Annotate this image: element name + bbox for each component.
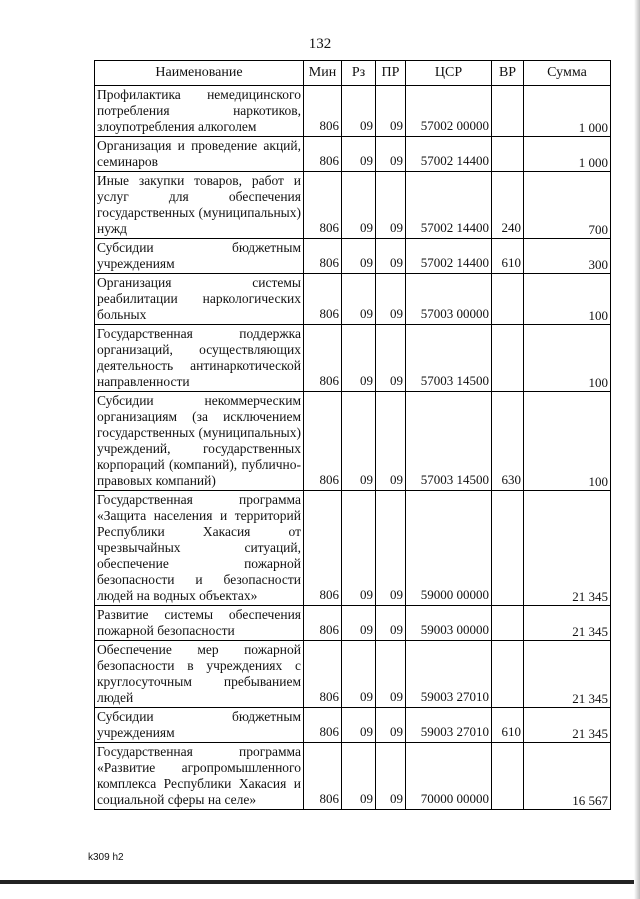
cell-rz: 09	[342, 491, 376, 606]
cell-rz: 09	[342, 137, 376, 172]
cell-min: 806	[304, 172, 342, 239]
table-row	[95, 606, 611, 641]
cell-rz: 09	[342, 743, 376, 810]
cell-pr: 09	[376, 325, 406, 392]
table-row	[95, 392, 611, 491]
cell-rz: 09	[342, 325, 376, 392]
cell-min: 806	[304, 86, 342, 137]
cell-rz: 09	[342, 172, 376, 239]
cell-sum: 21 345	[524, 641, 611, 708]
cell-pr: 09	[376, 392, 406, 491]
cell-csr: 57003 00000	[406, 274, 492, 325]
cell-vr: 610	[492, 708, 524, 743]
cell-sum: 100	[524, 325, 611, 392]
cell-csr: 59003 27010	[406, 708, 492, 743]
cell-vr	[492, 137, 524, 172]
cell-name: Обеспечение мер пожарной безопасности в учреждениях с круглосуточным пребыванием людей	[95, 641, 304, 708]
cell-csr: 59000 00000	[406, 491, 492, 606]
cell-vr	[492, 274, 524, 325]
table-row	[95, 86, 611, 137]
table-body	[95, 86, 611, 810]
cell-pr: 09	[376, 743, 406, 810]
cell-name: Субсидии некоммерческим организациям (за исключением государственных (муниципальных) учреждений, государственных корпораций (компаний), публично-правовых компаний)	[95, 392, 304, 491]
cell-pr: 09	[376, 274, 406, 325]
cell-csr: 57002 00000	[406, 86, 492, 137]
cell-name: Государственная поддержка организаций, осуществляющих деятельность антинаркотической направленности	[95, 325, 304, 392]
cell-csr: 70000 00000	[406, 743, 492, 810]
cell-csr: 57002 14400	[406, 137, 492, 172]
cell-min: 806	[304, 392, 342, 491]
cell-sum: 100	[524, 274, 611, 325]
cell-vr	[492, 491, 524, 606]
cell-sum: 1 000	[524, 86, 611, 137]
cell-rz: 09	[342, 392, 376, 491]
cell-name: Развитие системы обеспечения пожарной безопасности	[95, 606, 304, 641]
cell-sum: 300	[524, 239, 611, 274]
cell-min: 806	[304, 641, 342, 708]
table-row	[95, 708, 611, 743]
table-row	[95, 239, 611, 274]
table-row	[95, 491, 611, 606]
cell-min: 806	[304, 137, 342, 172]
cell-name: Субсидии бюджетным учреждениям	[95, 239, 304, 274]
cell-sum: 1 000	[524, 137, 611, 172]
cell-vr	[492, 325, 524, 392]
header-row	[95, 61, 611, 86]
cell-rz: 09	[342, 239, 376, 274]
cell-name: Организация системы реабилитации наркологических больных	[95, 274, 304, 325]
header-rz: Рз	[342, 61, 376, 86]
header-pr: ПР	[376, 61, 406, 86]
cell-name: Государственная программа «Защита населения и территорий Республики Хакасия от чрезвычайных ситуаций, обеспечение пожарной безопасности и безопасности людей на водных объектах»	[95, 491, 304, 606]
cell-sum: 21 345	[524, 708, 611, 743]
cell-csr: 57002 14400	[406, 172, 492, 239]
cell-vr: 240	[492, 172, 524, 239]
header-sum: Сумма	[524, 61, 611, 86]
cell-pr: 09	[376, 606, 406, 641]
cell-rz: 09	[342, 606, 376, 641]
cell-min: 806	[304, 491, 342, 606]
table-row	[95, 274, 611, 325]
cell-min: 806	[304, 274, 342, 325]
header-vr: ВР	[492, 61, 524, 86]
bottom-rule	[0, 880, 640, 884]
cell-sum: 100	[524, 392, 611, 491]
cell-vr	[492, 641, 524, 708]
cell-pr: 09	[376, 708, 406, 743]
table-row	[95, 137, 611, 172]
cell-sum: 700	[524, 172, 611, 239]
cell-min: 806	[304, 743, 342, 810]
cell-csr: 59003 00000	[406, 606, 492, 641]
cell-csr: 57002 14400	[406, 239, 492, 274]
cell-vr: 610	[492, 239, 524, 274]
cell-vr	[492, 86, 524, 137]
cell-vr: 630	[492, 392, 524, 491]
cell-vr	[492, 606, 524, 641]
cell-pr: 09	[376, 86, 406, 137]
cell-pr: 09	[376, 172, 406, 239]
cell-name: Государственная программа «Развитие агропромышленного комплекса Республики Хакасия и социальной сферы на селе»	[95, 743, 304, 810]
cell-sum: 16 567	[524, 743, 611, 810]
cell-rz: 09	[342, 708, 376, 743]
page-number: 132	[308, 36, 332, 52]
budget-table	[94, 60, 611, 810]
cell-sum: 21 345	[524, 491, 611, 606]
cell-csr: 57003 14500	[406, 325, 492, 392]
table-row	[95, 172, 611, 239]
cell-sum: 21 345	[524, 606, 611, 641]
cell-rz: 09	[342, 641, 376, 708]
cell-rz: 09	[342, 274, 376, 325]
header-csr: ЦСР	[406, 61, 492, 86]
header-name: Наименование	[95, 61, 304, 86]
cell-vr	[492, 743, 524, 810]
cell-min: 806	[304, 708, 342, 743]
table-row	[95, 641, 611, 708]
footer-code: k309 h2	[88, 852, 124, 863]
cell-pr: 09	[376, 137, 406, 172]
cell-rz: 09	[342, 86, 376, 137]
scan-edge	[634, 0, 640, 899]
cell-name: Субсидии бюджетным учреждениям	[95, 708, 304, 743]
cell-min: 806	[304, 239, 342, 274]
cell-name: Организация и проведение акций, семинаров	[95, 137, 304, 172]
cell-pr: 09	[376, 491, 406, 606]
header-min: Мин	[304, 61, 342, 86]
table-row	[95, 743, 611, 810]
cell-min: 806	[304, 606, 342, 641]
cell-pr: 09	[376, 641, 406, 708]
cell-pr: 09	[376, 239, 406, 274]
table-row	[95, 325, 611, 392]
cell-name: Иные закупки товаров, работ и услуг для обеспечения государственных (муниципальных) нужд	[95, 172, 304, 239]
cell-csr: 57003 14500	[406, 392, 492, 491]
cell-name: Профилактика немедицинского потребления наркотиков, злоупотребления алкоголем	[95, 86, 304, 137]
cell-min: 806	[304, 325, 342, 392]
cell-csr: 59003 27010	[406, 641, 492, 708]
